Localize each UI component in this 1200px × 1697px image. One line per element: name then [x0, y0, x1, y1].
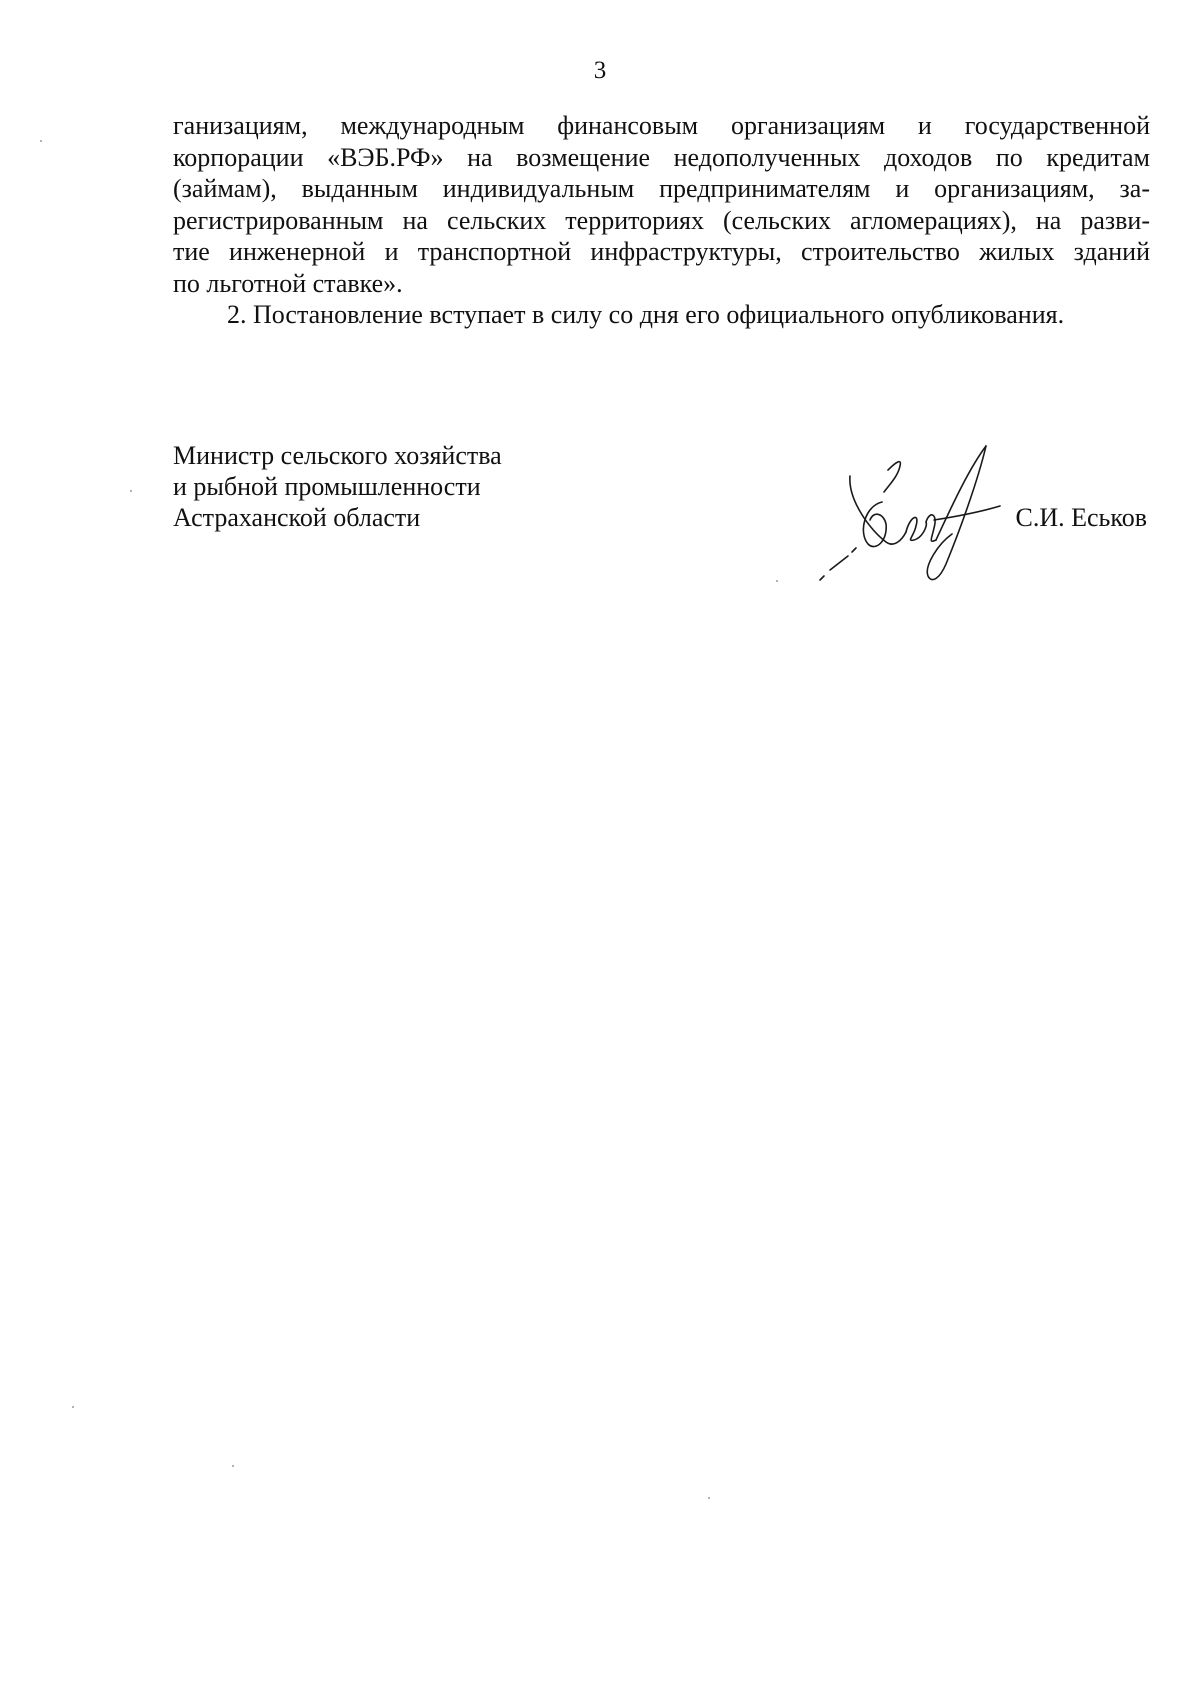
scan-speck — [776, 580, 778, 582]
scan-speck — [40, 140, 42, 142]
scan-speck — [708, 1497, 710, 1499]
signatory-title — [173, 440, 502, 533]
page-number: 3 — [593, 57, 607, 84]
scan-speck — [72, 1406, 74, 1408]
paragraph-2: 2. Постановление вступает в силу со дня его официального опубликования. — [227, 300, 1065, 329]
document-body — [173, 110, 1150, 331]
paragraph-1-line: регистрированным на сельских территориях (сельских агломерациях), на разви- — [173, 205, 1150, 235]
handwritten-signature — [810, 440, 1020, 590]
signer-name: С.И. Еськов — [1015, 503, 1147, 532]
paragraph-1-line: по льготной ставке». — [173, 268, 403, 298]
paragraph-1-line: корпорации «ВЭБ.РФ» на возмещение недополученных доходов по кредитам — [173, 142, 1150, 172]
signatory-title-line: Астраханской области — [173, 503, 421, 532]
paragraph-1-line: ганизациям, международным финансовым организациям и государственной — [173, 111, 1150, 140]
paragraph-1-line: тие инженерной и транспортной инфраструктуры, строительство жилых зданий — [173, 237, 1150, 266]
signatory-title-line: Министр сельского хозяйства — [173, 441, 502, 470]
scan-speck — [232, 1465, 234, 1467]
paragraph-1-line: (займам), выданным индивидуальным предпринимателям и организациям, за- — [173, 174, 1150, 203]
scan-speck — [130, 490, 132, 492]
signatory-title-line: и рыбной промышленности — [173, 472, 481, 501]
